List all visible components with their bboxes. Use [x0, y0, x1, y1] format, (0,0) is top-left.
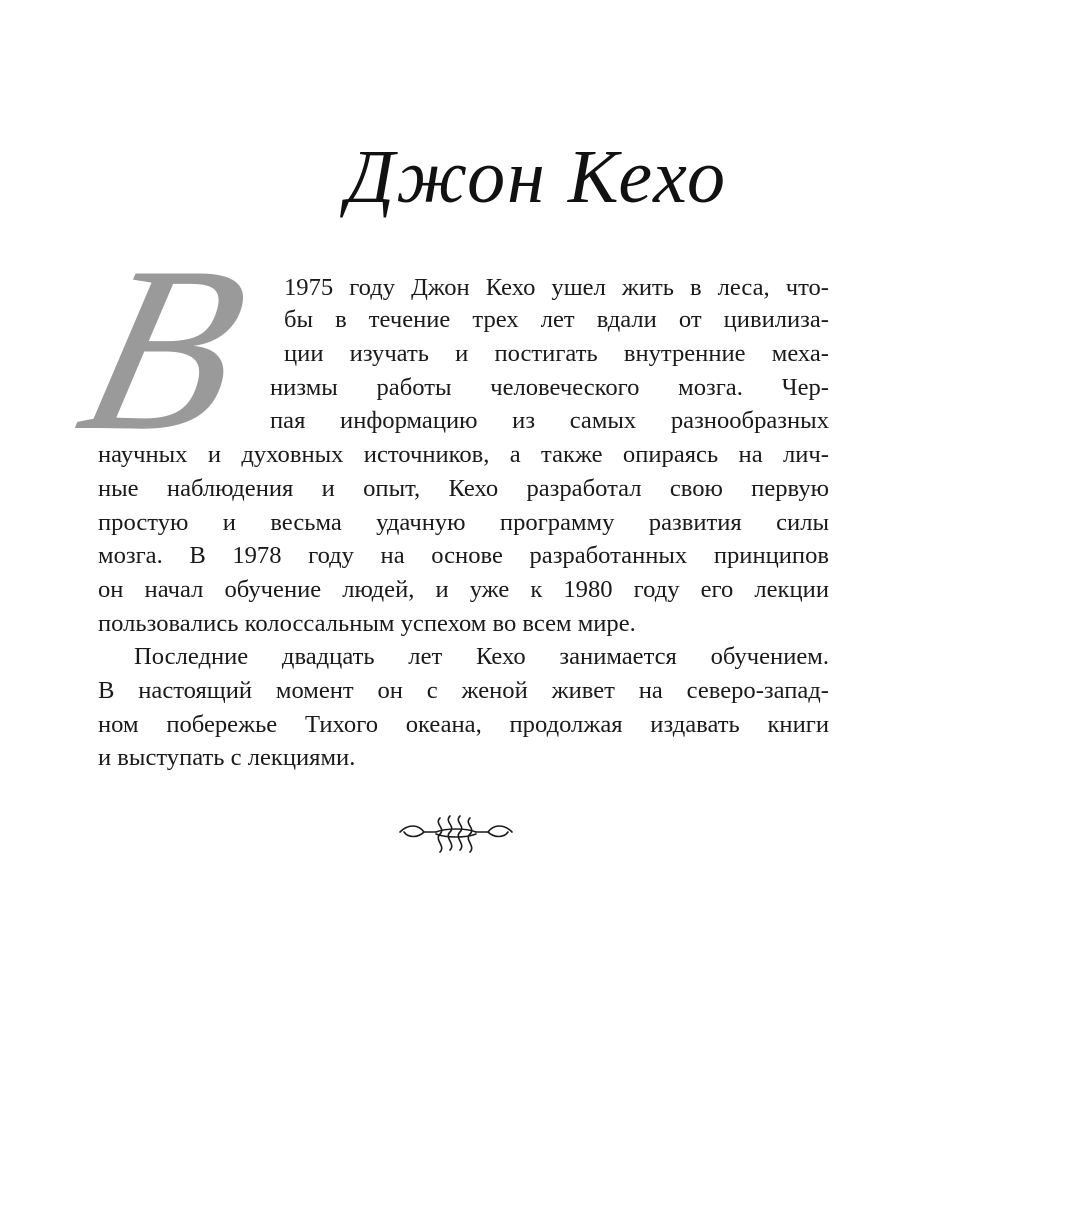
text-line: ном побережье Тихого океана, продолжая издавать книги [98, 711, 829, 738]
text-line: пая информацию из самых разнообразных [270, 407, 829, 434]
text-line: пользовались колоссальным успехом во всем мире. [98, 610, 636, 637]
text-line: низмы работы человеческого мозга. Чер- [270, 374, 829, 401]
text-line: мозга. В 1978 году на основе разработанных принципов [98, 542, 829, 569]
text-line: В настоящий момент он с женой живет на северо-запад- [98, 677, 829, 704]
text-line: ции изучать и постигать внутренние меха- [284, 340, 829, 367]
text-line: простую и весьма удачную программу развития силы [98, 509, 829, 536]
text-line: он начал обучение людей, и уже к 1980 году его лекции [98, 576, 829, 603]
text-line: Последние двадцать лет Кехо занимается обучением. [134, 643, 829, 670]
flourish-ornament-icon [396, 802, 516, 862]
text-line: ные наблюдения и опыт, Кехо разработал свою первую [98, 475, 829, 502]
text-line: и выступать с лекциями. [98, 744, 356, 771]
page-title: Джон Кехо [345, 135, 727, 219]
text-line: 1975 году Джон Кехо ушел жить в леса, что- [284, 274, 829, 301]
drop-cap: В [59, 219, 269, 480]
text-line: научных и духовных источников, а также опираясь на лич- [98, 441, 829, 468]
text-line: бы в течение трех лет вдали от цивилиза- [284, 306, 829, 333]
